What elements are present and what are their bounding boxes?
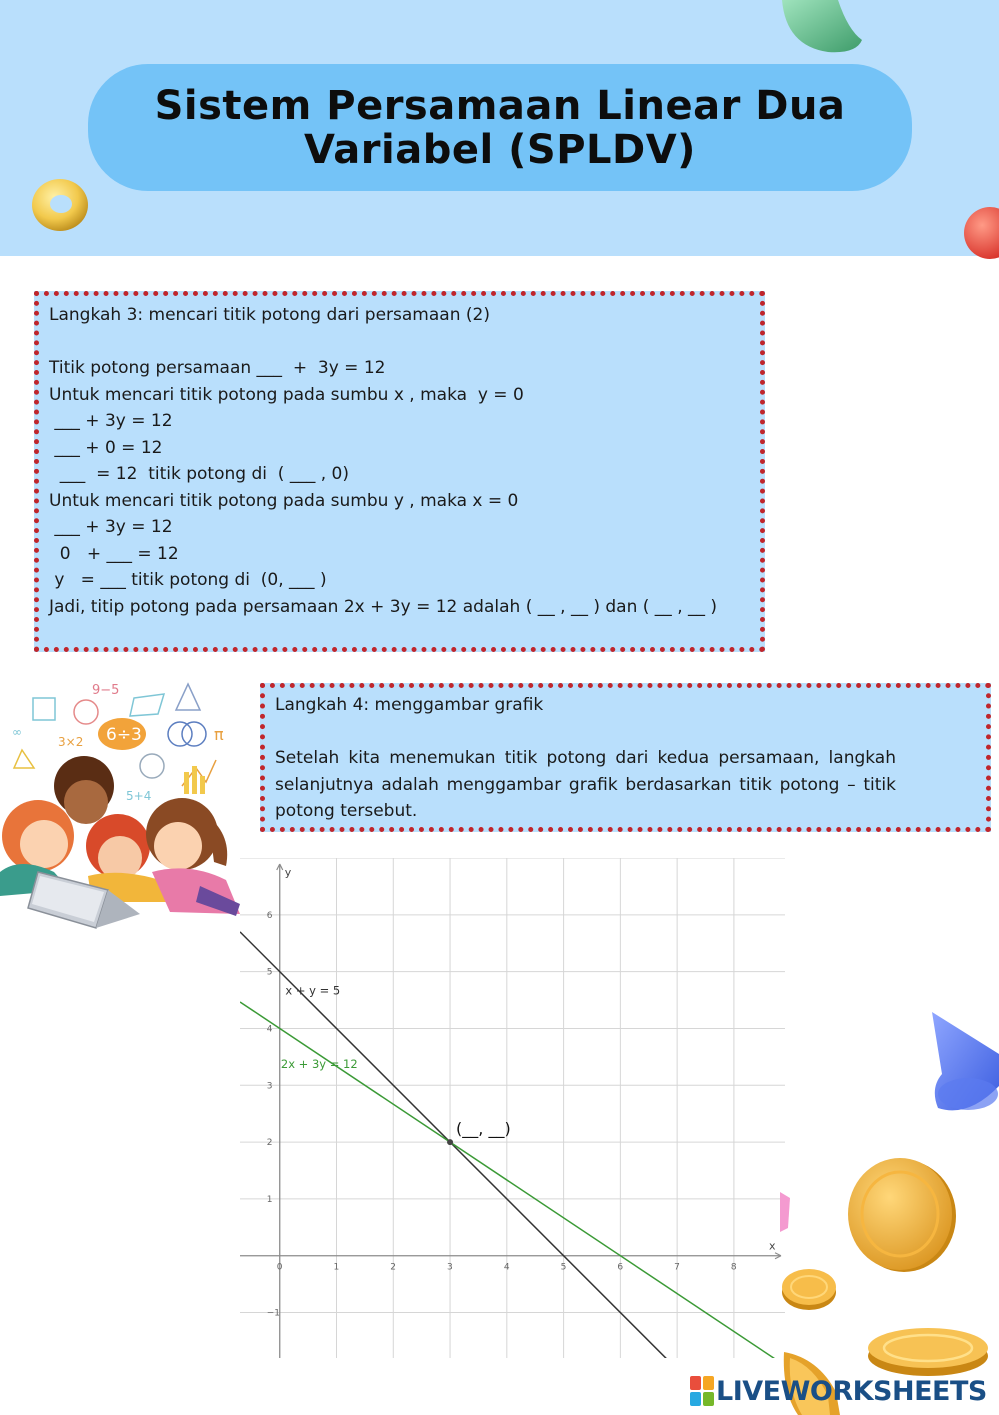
y-axis-label: y — [284, 866, 292, 879]
svg-text:∞: ∞ — [12, 725, 22, 739]
step3-line: ___ = 12 titik potong di ( ___ , 0) — [49, 464, 349, 484]
step3-line: ___ + 0 = 12 — [49, 437, 163, 458]
step3-line: Untuk mencari titik potong pada sumbu y , maka x = 0 — [49, 490, 519, 511]
blue-cone-decoration — [928, 1008, 999, 1114]
x-tick-label: 8 — [730, 1262, 737, 1273]
x-tick-label: 2 — [390, 1262, 397, 1273]
page-title: Sistem Persamaan Linear Dua Variabel (SPLDV) — [154, 82, 846, 173]
y-tick-label: 4 — [266, 1024, 273, 1035]
gold-coin-flat-decoration — [866, 1322, 990, 1378]
step3-line — [49, 329, 750, 356]
step3-line: ___ + 3y = 12 — [49, 517, 173, 537]
step3-line: ___ + 3y = 12 — [49, 411, 173, 431]
green-hemisphere-decoration — [778, 0, 864, 56]
kids-laptop-illustration — [0, 676, 245, 938]
svg-text:5+4: 5+4 — [126, 789, 152, 803]
y-tick-label: 5 — [266, 967, 273, 978]
x-tick-label: 7 — [674, 1262, 680, 1273]
liveworksheets-logo-icon — [690, 1376, 714, 1406]
y-tick-label: −1 — [266, 1308, 281, 1319]
series-label: 2x + 3y = 12 — [280, 1057, 358, 1072]
gold-coin-small-decoration — [780, 1266, 838, 1312]
svg-text:6÷3: 6÷3 — [106, 725, 142, 745]
step3-line: Titik potong persamaan ___ + 3y = 12 — [49, 358, 386, 378]
step3-conclusion: Jadi, titip potong pada persamaan 2x + 3y = 12 adalah ( __ , __ ) dan ( __ , __ ) — [49, 596, 718, 617]
x-axis-label: x — [769, 1239, 776, 1253]
series-line — [240, 1002, 785, 1358]
y-tick-label: 2 — [266, 1138, 273, 1149]
x-tick-label: 6 — [617, 1262, 624, 1273]
pink-fragment-decoration — [778, 1188, 792, 1234]
step3-line: y = ___ titik potong di (0, ___ ) — [49, 570, 327, 590]
series-label: x + y = 5 — [285, 983, 341, 998]
intersection-point — [447, 1139, 453, 1145]
spldv-graph — [240, 858, 785, 1358]
x-tick-label: 5 — [560, 1262, 567, 1273]
y-tick-label: 1 — [266, 1194, 273, 1205]
svg-text:π: π — [214, 725, 224, 744]
x-tick-label: 3 — [447, 1262, 453, 1273]
step4-heading: Langkah 4: menggambar grafik — [275, 695, 544, 715]
step3-line: 0 + ___ = 12 — [49, 543, 179, 564]
x-tick-label: 0 — [276, 1262, 283, 1273]
step4-paragraph: Setelah kita menemukan titik potong dari kedua persamaan, langkah selanjutnya adalah menggambar grafik berdasarkan titik potong – titik potong tersebut. — [275, 748, 896, 821]
step3-box — [34, 291, 765, 652]
intersection-label: (__, __) — [456, 1119, 511, 1139]
red-sphere-decoration — [962, 206, 999, 260]
y-tick-label: 6 — [266, 910, 273, 921]
svg-text:9−5: 9−5 — [92, 683, 120, 698]
liveworksheets-logo-text: LIVEWORKSHEETS — [716, 1375, 987, 1407]
step4-box — [260, 683, 991, 832]
x-tick-label: 4 — [503, 1262, 510, 1273]
gold-coin-decoration — [846, 1156, 958, 1274]
yellow-torus-decoration — [30, 176, 90, 234]
step3-line: Untuk mencari titik potong pada sumbu x , maka y = 0 — [49, 384, 524, 405]
title-banner — [88, 64, 912, 191]
step3-heading: Langkah 3: mencari titik potong dari persamaan (2) — [49, 305, 490, 325]
x-tick-label: 1 — [333, 1262, 340, 1273]
liveworksheets-logo — [690, 1374, 987, 1408]
svg-text:3×2: 3×2 — [58, 735, 84, 749]
y-tick-label: 3 — [266, 1081, 273, 1092]
